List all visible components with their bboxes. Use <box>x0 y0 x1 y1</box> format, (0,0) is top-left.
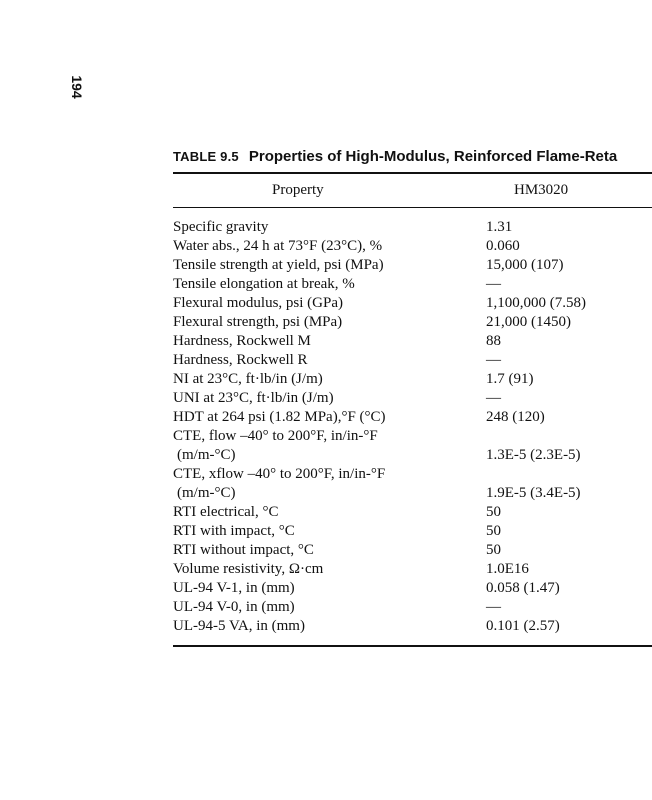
table-body <box>173 218 652 636</box>
column-header-hm3020: HM3020 <box>514 182 569 198</box>
value-cell: — <box>486 390 501 406</box>
table-row <box>173 427 652 446</box>
property-cell: Flexural modulus, psi (GPa) <box>173 295 343 311</box>
column-header-property: Property <box>272 182 324 198</box>
value-cell: 1.7 (91) <box>486 371 534 387</box>
property-cell: Volume resistivity, Ω·cm <box>173 561 324 577</box>
table-title: Properties of High-Modulus, Reinforced Flame-Reta <box>248 148 618 165</box>
property-cell: CTE, xflow –40° to 200°F, in/in-°F <box>173 466 386 482</box>
value-cell: — <box>486 276 501 292</box>
value-cell: — <box>486 599 501 615</box>
value-cell: 1.3E-5 (2.3E-5) <box>486 447 581 463</box>
property-cell: UL-94-5 VA, in (mm) <box>173 618 305 634</box>
value-cell: 0.058 (1.47) <box>486 580 560 596</box>
table-top-rule <box>173 172 652 174</box>
value-cell: 88 <box>486 333 501 349</box>
table-row <box>173 218 652 237</box>
table-row <box>173 275 652 294</box>
value-cell: 1.31 <box>486 219 513 235</box>
value-cell: 21,000 (1450) <box>486 314 571 330</box>
value-cell: 248 (120) <box>486 409 545 425</box>
table-row <box>173 389 652 408</box>
property-cell: RTI electrical, °C <box>173 504 279 520</box>
value-cell: 50 <box>486 523 501 539</box>
value-cell: 1,100,000 (7.58) <box>486 295 586 311</box>
value-cell: 15,000 (107) <box>486 257 564 273</box>
table-row <box>173 598 652 617</box>
property-cell: RTI with impact, °C <box>173 523 295 539</box>
table-row <box>173 617 652 636</box>
property-cell: RTI without impact, °C <box>173 542 314 558</box>
table-caption <box>173 148 617 165</box>
table-label: TABLE 9.5 <box>173 149 239 164</box>
property-cell: Tensile elongation at break, % <box>173 276 355 292</box>
table-row <box>173 446 652 465</box>
property-cell: HDT at 264 psi (1.82 MPa),°F (°C) <box>173 409 386 425</box>
property-cell: (m/m-°C) <box>177 485 236 501</box>
property-cell: (m/m-°C) <box>177 447 236 463</box>
value-cell: 0.101 (2.57) <box>486 618 560 634</box>
table-row <box>173 560 652 579</box>
property-cell: UNI at 23°C, ft·lb/in (J/m) <box>173 390 334 406</box>
property-cell: Hardness, Rockwell R <box>173 352 308 368</box>
table-row <box>173 370 652 389</box>
table-row <box>173 465 652 484</box>
table-row <box>173 541 652 560</box>
page-number: 194 <box>69 75 85 99</box>
table-row <box>173 484 652 503</box>
property-cell: CTE, flow –40° to 200°F, in/in-°F <box>173 428 378 444</box>
property-cell: NI at 23°C, ft·lb/in (J/m) <box>173 371 323 387</box>
property-cell: UL-94 V-0, in (mm) <box>173 599 295 615</box>
table-row <box>173 237 652 256</box>
table-row <box>173 313 652 332</box>
property-cell: Hardness, Rockwell M <box>173 333 311 349</box>
property-cell: Water abs., 24 h at 73°F (23°C), % <box>173 238 383 254</box>
table-row <box>173 256 652 275</box>
value-cell: 1.0E16 <box>486 561 529 577</box>
table-header-rule <box>173 207 652 208</box>
value-cell: 0.060 <box>486 238 520 254</box>
property-cell: Tensile strength at yield, psi (MPa) <box>173 257 384 273</box>
value-cell: — <box>486 352 501 368</box>
property-cell: Flexural strength, psi (MPa) <box>173 314 343 330</box>
table-row <box>173 579 652 598</box>
table-row <box>173 351 652 370</box>
value-cell: 50 <box>486 542 501 558</box>
table-bottom-rule <box>173 645 652 647</box>
value-cell: 50 <box>486 504 501 520</box>
property-cell: UL-94 V-1, in (mm) <box>173 580 295 596</box>
table-row <box>173 522 652 541</box>
table-row <box>173 332 652 351</box>
table-row <box>173 408 652 427</box>
property-cell: Specific gravity <box>173 219 269 235</box>
value-cell: 1.9E-5 (3.4E-5) <box>486 485 581 501</box>
table-row <box>173 503 652 522</box>
table-row <box>173 294 652 313</box>
